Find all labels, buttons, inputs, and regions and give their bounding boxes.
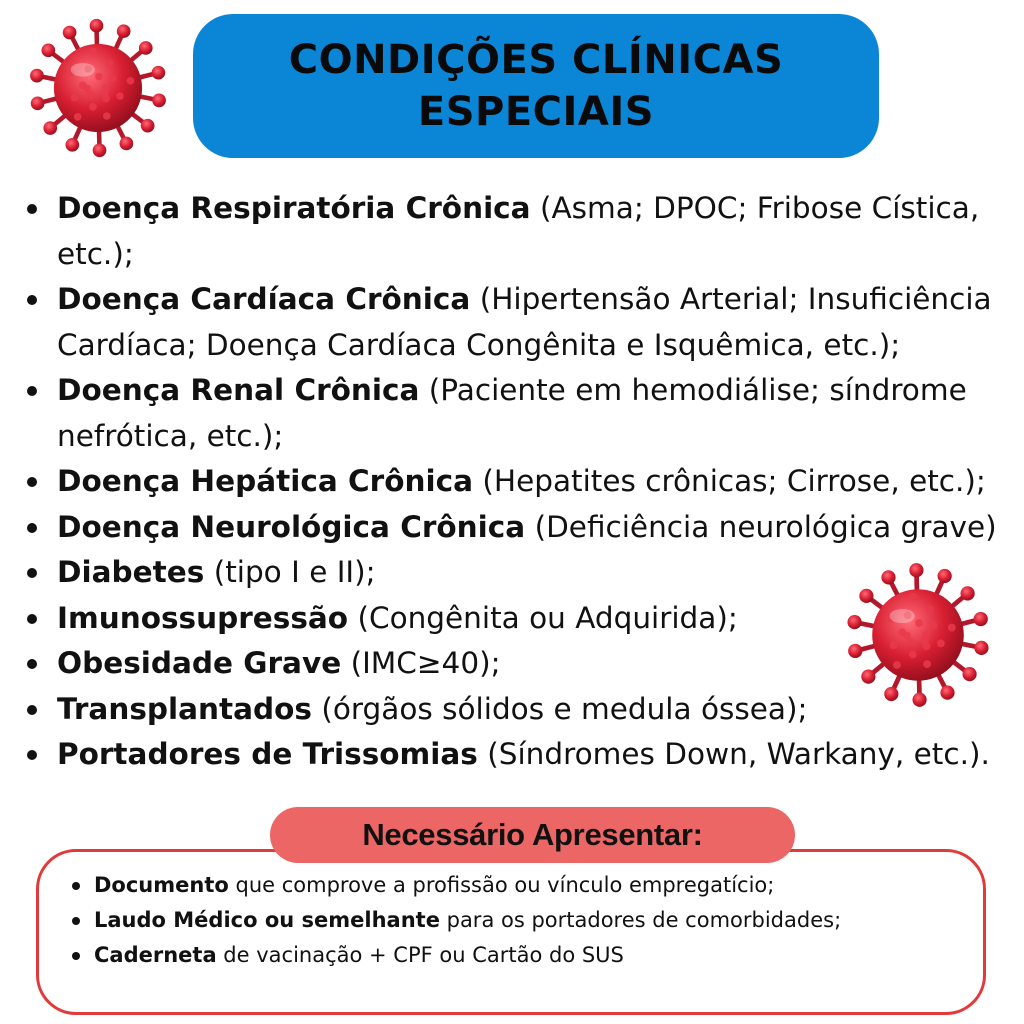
requirement-name: Caderneta xyxy=(94,943,217,967)
list-item xyxy=(22,732,1012,778)
condition-name: Doença Respiratória Crônica xyxy=(57,191,531,225)
condition-details: (Deficiência neurológica grave) xyxy=(525,509,997,544)
condition-details: (Asma; DPOC; Fribose Cística, etc.); xyxy=(57,191,980,271)
coronavirus-icon xyxy=(22,12,174,164)
conditions-list xyxy=(22,186,1012,778)
list-item xyxy=(22,550,1012,596)
title-line-2: ESPECIAIS xyxy=(417,89,655,135)
list-item xyxy=(22,277,1012,368)
list-item xyxy=(22,368,1012,459)
condition-name: Portadores de Trissomias xyxy=(57,737,478,771)
condition-name: Obesidade Grave xyxy=(57,646,342,680)
condition-name: Doença Neurológica Crônica xyxy=(57,509,526,544)
title-banner xyxy=(193,14,879,158)
condition-name: Diabetes xyxy=(57,555,205,589)
condition-name: Transplantados xyxy=(57,691,312,726)
requirement-details: de vacinação + CPF ou Cartão do SUS xyxy=(216,943,624,967)
list-item xyxy=(70,868,970,903)
list-item xyxy=(22,641,1012,687)
list-item xyxy=(70,903,970,938)
condition-name: Imunossupressão xyxy=(57,600,349,635)
condition-details: (Paciente em hemodiálise; síndrome nefrótica, etc.); xyxy=(57,373,967,453)
list-item xyxy=(70,938,970,973)
requirements-header xyxy=(270,807,795,863)
condition-details: (IMC≥40); xyxy=(341,646,501,680)
condition-details: (Hepatites crônicas; Cirrose, etc.); xyxy=(473,464,986,498)
list-item xyxy=(22,687,1012,733)
requirement-details: para os portadores de comorbidades; xyxy=(439,908,842,932)
list-item xyxy=(22,596,1012,642)
list-item xyxy=(22,186,1012,277)
requirement-name: Laudo Médico ou semelhante xyxy=(94,908,440,932)
requirement-details: que comprove a profissão ou vínculo empregatício; xyxy=(228,873,775,897)
condition-details: (tipo I e II); xyxy=(204,555,376,589)
requirements-list xyxy=(70,868,970,973)
condition-details: (Síndromes Down, Warkany, etc.). xyxy=(477,737,990,771)
title-line-1: CONDIÇÕES CLÍNICAS xyxy=(288,37,784,83)
list-item xyxy=(22,505,1012,551)
condition-details: (Hipertensão Arterial; Insuficiência Cardíaca; Doença Cardíaca Congênita e Isquêmica, etc.); xyxy=(57,282,992,362)
condition-details: (órgãos sólidos e medula óssea); xyxy=(312,691,808,726)
condition-name: Doença Cardíaca Crônica xyxy=(57,282,471,316)
condition-details: (Congênita ou Adquirida); xyxy=(348,600,738,635)
condition-name: Doença Hepática Crônica xyxy=(57,464,473,498)
list-item xyxy=(22,459,1012,505)
requirement-name: Documento xyxy=(94,873,229,897)
condition-name: Doença Renal Crônica xyxy=(57,373,420,407)
requirements-title: Necessário Apresentar: xyxy=(362,817,703,852)
